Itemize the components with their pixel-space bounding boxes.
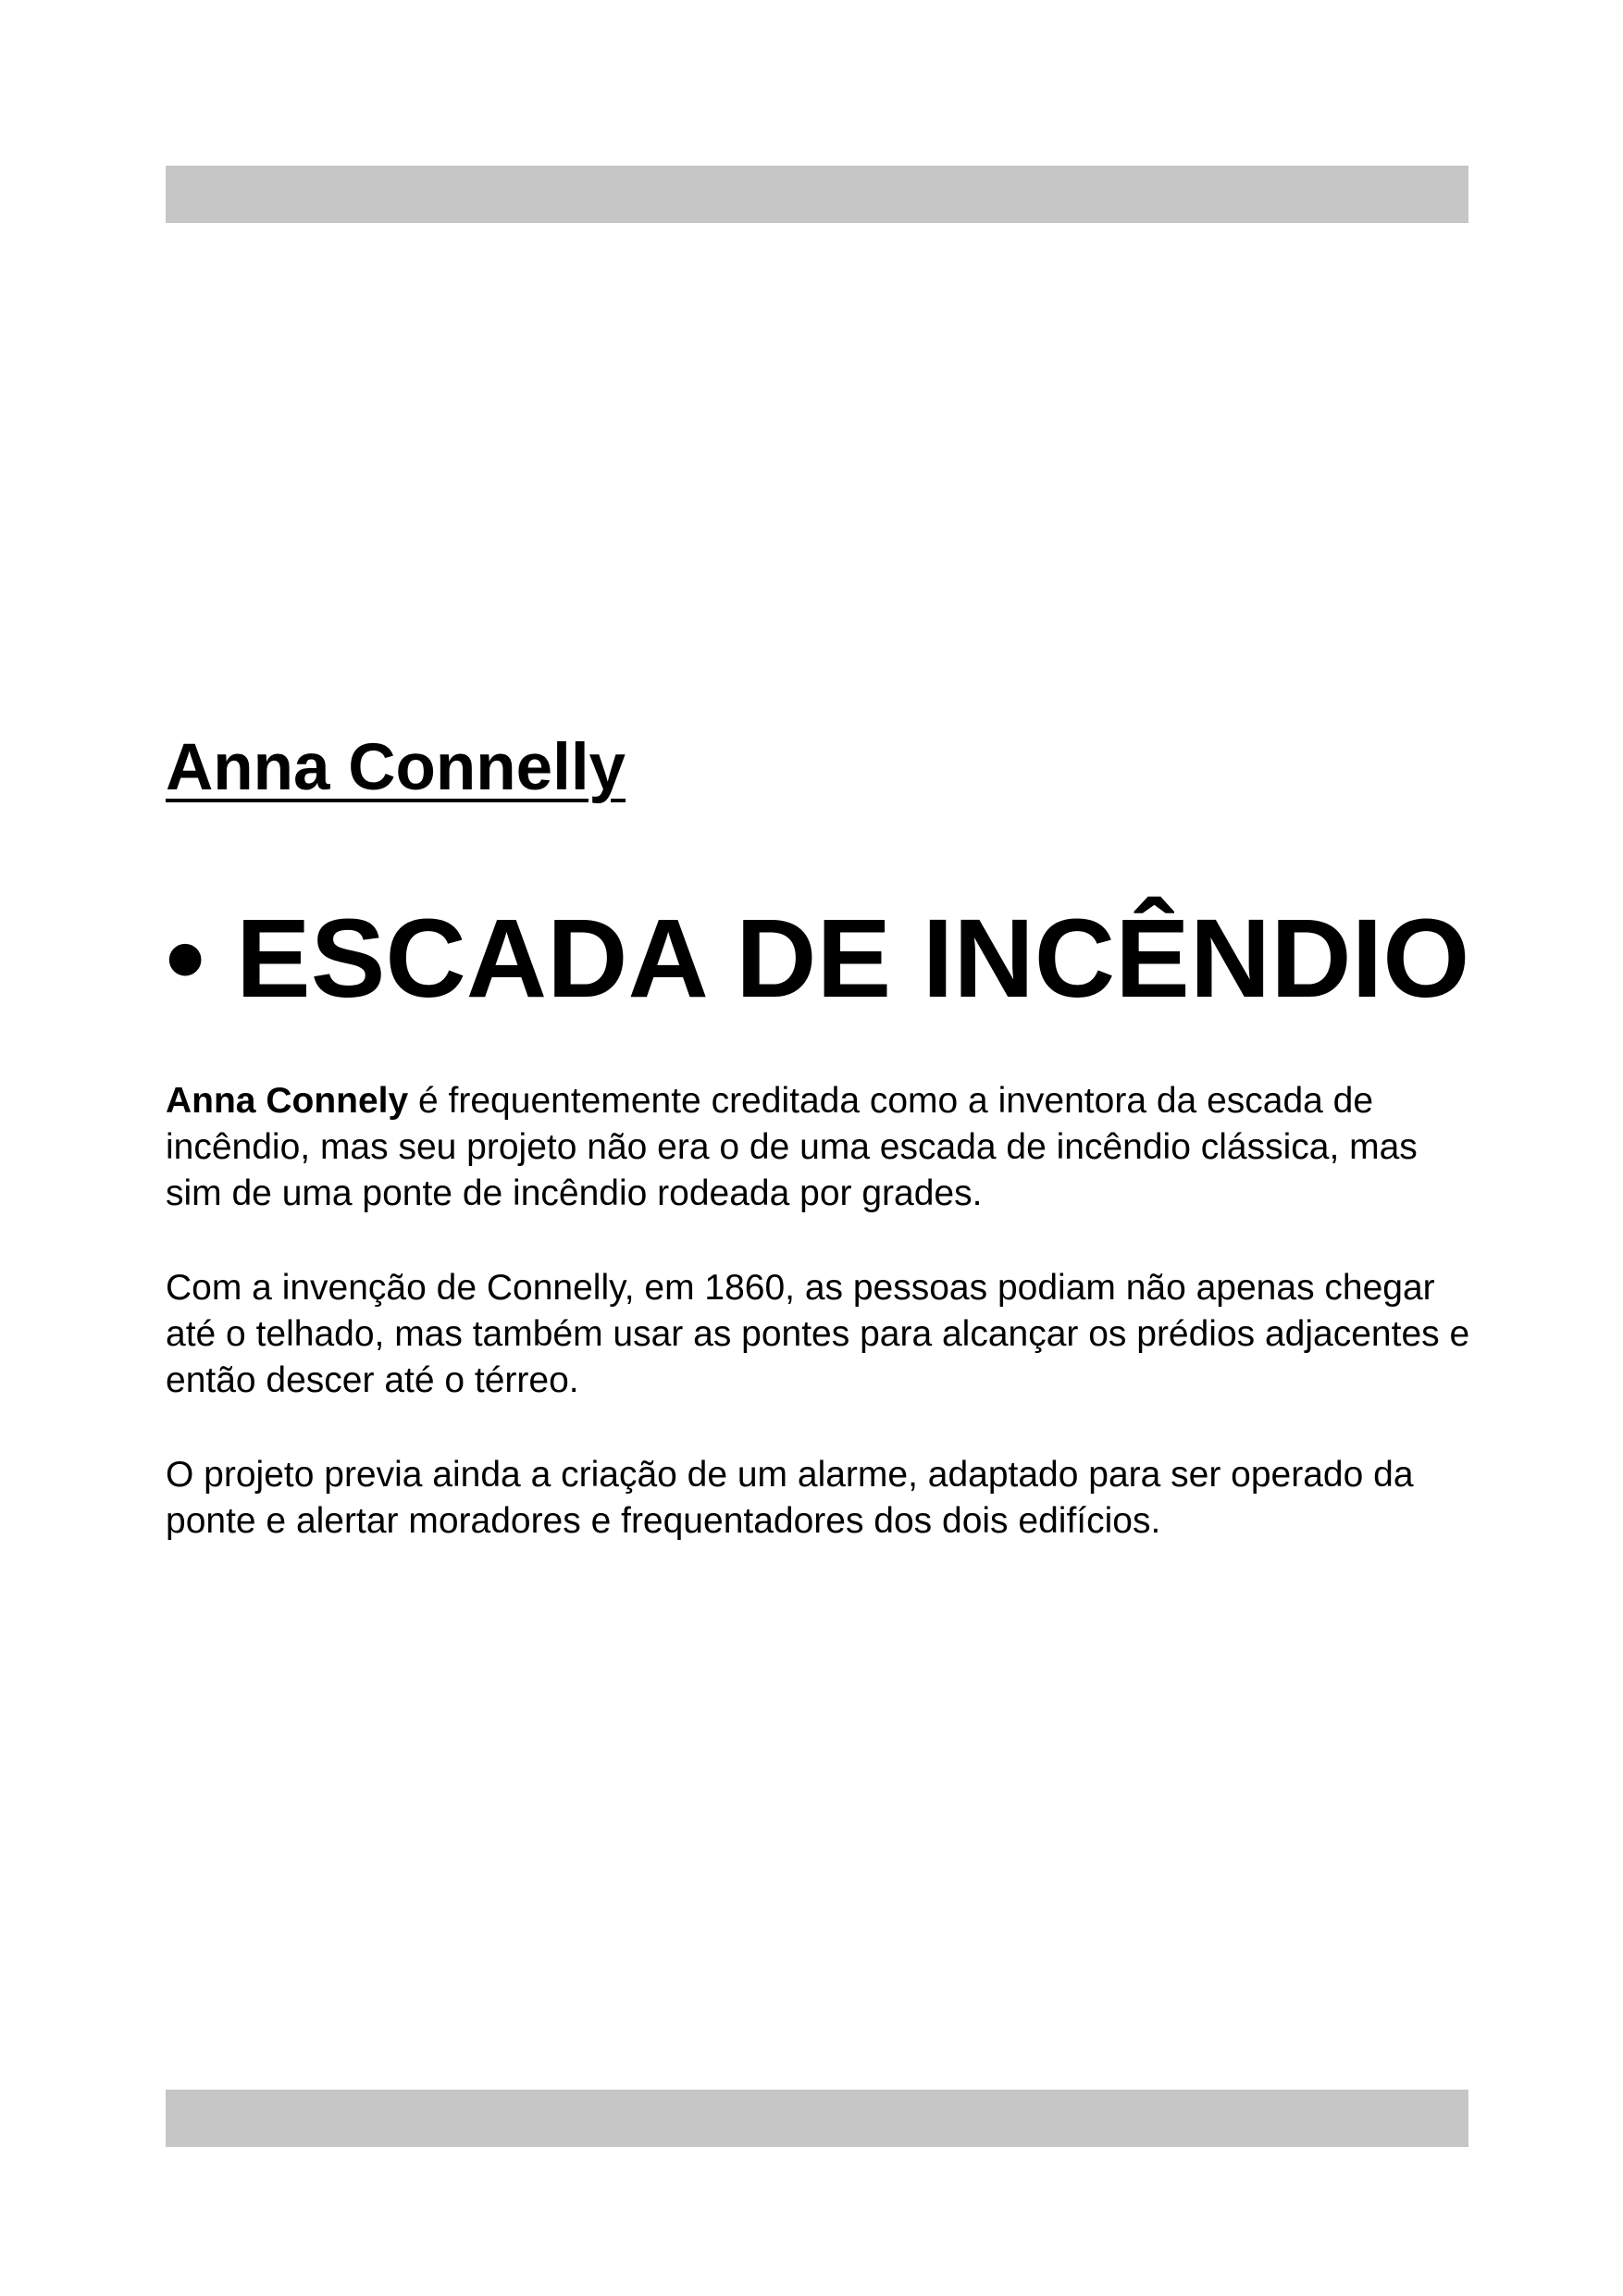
footer-bar	[166, 2090, 1468, 2147]
header-bar	[166, 166, 1468, 223]
paragraph-2-text: Com a invenção de Connelly, em 1860, as pessoas podiam não apenas chegar até o telhado, mas também usar as pontes para alcançar os prédios adjacentes e então descer até o térreo.	[166, 1268, 1470, 1400]
page-content	[166, 722, 1480, 1593]
paragraph-1-text: é frequentemente creditada como a inventora da escada de incêndio, mas seu projeto não era o de uma escada de incêndio clássica, mas sim de uma ponte de incêndio rodeada por grades.	[166, 1081, 1418, 1213]
body-text	[166, 1078, 1480, 1545]
name-heading: Anna Connelly	[166, 731, 626, 804]
invention-heading	[166, 893, 1480, 1023]
invention-heading-text: ESCADA DE INCÊNDIO	[236, 895, 1470, 1021]
paragraph-2	[166, 1265, 1480, 1404]
paragraph-1-bold-lead: Anna Connely	[166, 1081, 409, 1121]
paragraph-3-text: O projeto previa ainda a criação de um alarme, adaptado para ser operado da ponte e alertar moradores e frequentadores dos dois edifícios.	[166, 1455, 1414, 1541]
paragraph-1	[166, 1078, 1480, 1217]
paragraph-3	[166, 1452, 1480, 1545]
bullet-icon: •	[166, 895, 205, 1021]
